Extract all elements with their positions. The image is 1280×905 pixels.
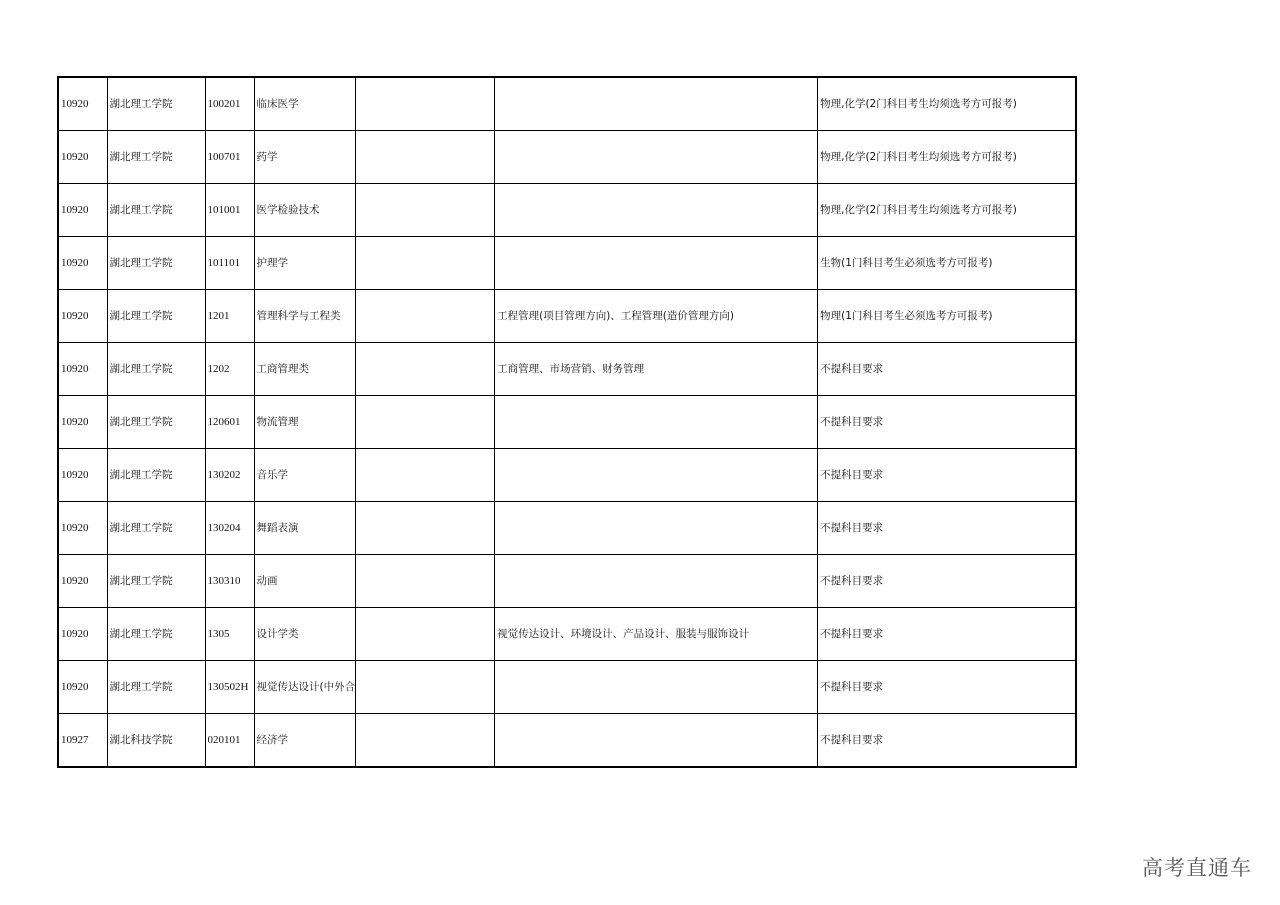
- table-row: [58, 343, 1076, 396]
- major-name-cell: 药学: [254, 131, 356, 184]
- school-name-cell: 湖北理工学院: [107, 237, 205, 290]
- major-name-cell: 物流管理: [254, 396, 356, 449]
- table-row: [58, 449, 1076, 502]
- major-code-cell: 120601: [205, 396, 254, 449]
- included-majors-cell: [495, 661, 818, 714]
- subject-requirement-cell: 不提科目要求: [818, 608, 1076, 661]
- table-row: [58, 661, 1076, 714]
- major-name-cell: 医学检验技术: [254, 184, 356, 237]
- school-code-cell: 10920: [58, 131, 107, 184]
- major-code-cell: 100201: [205, 77, 254, 131]
- table-row: [58, 502, 1076, 555]
- school-code-cell: 10920: [58, 661, 107, 714]
- major-code-cell: 020101: [205, 714, 254, 768]
- school-code-cell: 10920: [58, 502, 107, 555]
- school-name-cell: 湖北理工学院: [107, 343, 205, 396]
- school-name-cell: 湖北理工学院: [107, 661, 205, 714]
- school-name-cell: 湖北理工学院: [107, 77, 205, 131]
- major-code-cell: 130310: [205, 555, 254, 608]
- major-name-cell: 护理学: [254, 237, 356, 290]
- subject-requirement-cell: 物理,化学(2门科目考生均须选考方可报考): [818, 131, 1076, 184]
- included-majors-cell: [495, 184, 818, 237]
- subject-requirement-cell: 不提科目要求: [818, 714, 1076, 768]
- school-name-cell: 湖北科技学院: [107, 714, 205, 768]
- empty-cell: [356, 608, 495, 661]
- major-code-cell: 130202: [205, 449, 254, 502]
- major-code-cell: 101101: [205, 237, 254, 290]
- subject-requirement-cell: 不提科目要求: [818, 343, 1076, 396]
- admission-table: [57, 76, 1077, 768]
- empty-cell: [356, 661, 495, 714]
- school-code-cell: 10920: [58, 608, 107, 661]
- watermark-text: 高考直通车: [1142, 856, 1252, 880]
- major-name-cell: 动画: [254, 555, 356, 608]
- subject-requirement-cell: 物理(1门科目考生必须选考方可报考): [818, 290, 1076, 343]
- school-code-cell: 10920: [58, 396, 107, 449]
- school-name-cell: 湖北理工学院: [107, 396, 205, 449]
- major-code-cell: 1201: [205, 290, 254, 343]
- table-row: [58, 131, 1076, 184]
- subject-requirement-cell: 不提科目要求: [818, 661, 1076, 714]
- empty-cell: [356, 449, 495, 502]
- major-code-cell: 1202: [205, 343, 254, 396]
- school-name-cell: 湖北理工学院: [107, 502, 205, 555]
- table-row: [58, 555, 1076, 608]
- empty-cell: [356, 714, 495, 768]
- table-row: [58, 184, 1076, 237]
- included-majors-cell: [495, 77, 818, 131]
- included-majors-cell: 工程管理(项目管理方向)、工程管理(造价管理方向): [495, 290, 818, 343]
- subject-requirement-cell: 不提科目要求: [818, 502, 1076, 555]
- subject-requirement-cell: 物理,化学(2门科目考生均须选考方可报考): [818, 184, 1076, 237]
- included-majors-cell: [495, 131, 818, 184]
- subject-requirement-cell: 不提科目要求: [818, 449, 1076, 502]
- included-majors-cell: [495, 237, 818, 290]
- empty-cell: [356, 77, 495, 131]
- school-name-cell: 湖北理工学院: [107, 184, 205, 237]
- school-code-cell: 10920: [58, 77, 107, 131]
- table-row: [58, 237, 1076, 290]
- included-majors-cell: [495, 396, 818, 449]
- school-name-cell: 湖北理工学院: [107, 290, 205, 343]
- subject-requirement-cell: 物理,化学(2门科目考生均须选考方可报考): [818, 77, 1076, 131]
- table-row: [58, 396, 1076, 449]
- included-majors-cell: 视觉传达设计、环境设计、产品设计、服装与服饰设计: [495, 608, 818, 661]
- school-code-cell: 10920: [58, 555, 107, 608]
- empty-cell: [356, 131, 495, 184]
- empty-cell: [356, 343, 495, 396]
- major-name-cell: 临床医学: [254, 77, 356, 131]
- included-majors-cell: [495, 502, 818, 555]
- empty-cell: [356, 502, 495, 555]
- school-name-cell: 湖北理工学院: [107, 449, 205, 502]
- subject-requirement-cell: 生物(1门科目考生必须选考方可报考): [818, 237, 1076, 290]
- major-name-cell: 管理科学与工程类: [254, 290, 356, 343]
- major-name-cell: 设计学类: [254, 608, 356, 661]
- major-code-cell: 130502H: [205, 661, 254, 714]
- included-majors-cell: [495, 714, 818, 768]
- empty-cell: [356, 290, 495, 343]
- table-row: [58, 290, 1076, 343]
- major-name-cell: 经济学: [254, 714, 356, 768]
- empty-cell: [356, 555, 495, 608]
- school-code-cell: 10920: [58, 449, 107, 502]
- included-majors-cell: [495, 449, 818, 502]
- empty-cell: [356, 184, 495, 237]
- major-name-cell: 工商管理类: [254, 343, 356, 396]
- major-code-cell: 101001: [205, 184, 254, 237]
- major-name-cell: 视觉传达设计(中外合: [254, 661, 356, 714]
- table-row: [58, 77, 1076, 131]
- school-name-cell: 湖北理工学院: [107, 131, 205, 184]
- school-name-cell: 湖北理工学院: [107, 555, 205, 608]
- subject-requirement-cell: 不提科目要求: [818, 396, 1076, 449]
- empty-cell: [356, 237, 495, 290]
- major-name-cell: 音乐学: [254, 449, 356, 502]
- school-code-cell: 10920: [58, 237, 107, 290]
- school-code-cell: 10920: [58, 343, 107, 396]
- subject-requirement-cell: 不提科目要求: [818, 555, 1076, 608]
- school-name-cell: 湖北理工学院: [107, 608, 205, 661]
- empty-cell: [356, 396, 495, 449]
- included-majors-cell: [495, 555, 818, 608]
- school-code-cell: 10920: [58, 290, 107, 343]
- table-body: [58, 77, 1076, 767]
- major-code-cell: 1305: [205, 608, 254, 661]
- major-code-cell: 130204: [205, 502, 254, 555]
- table-row: [58, 608, 1076, 661]
- major-name-cell: 舞蹈表演: [254, 502, 356, 555]
- table-row: [58, 714, 1076, 768]
- included-majors-cell: 工商管理、市场营销、财务管理: [495, 343, 818, 396]
- school-code-cell: 10927: [58, 714, 107, 768]
- major-code-cell: 100701: [205, 131, 254, 184]
- school-code-cell: 10920: [58, 184, 107, 237]
